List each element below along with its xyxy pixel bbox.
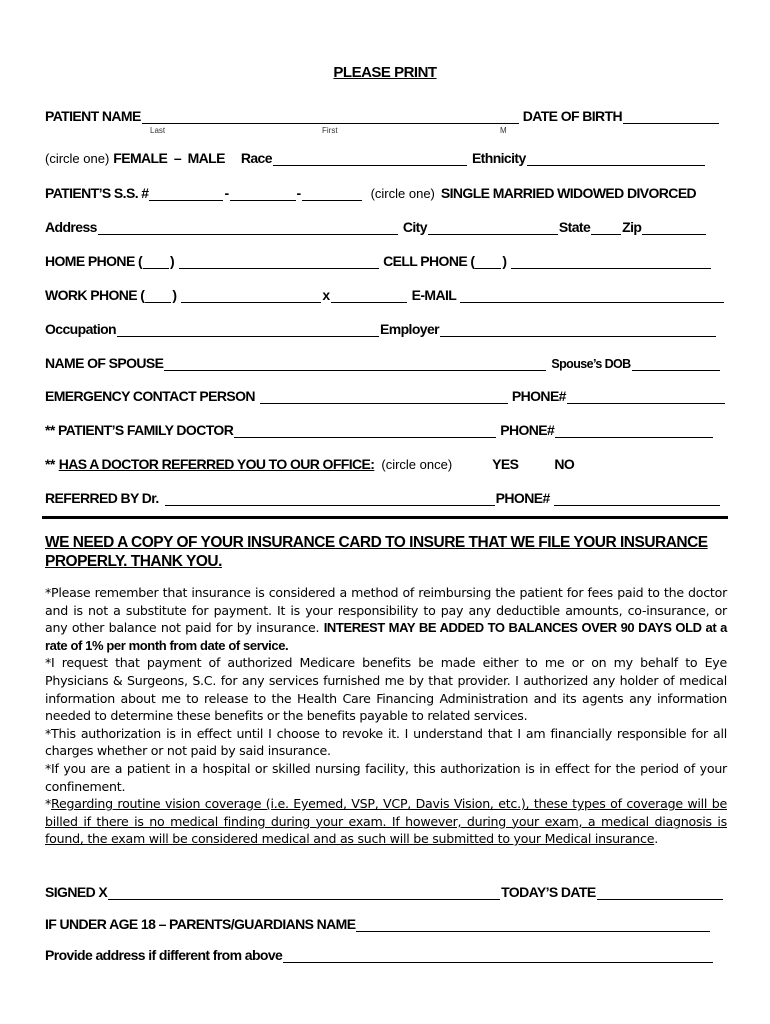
ext-label: x xyxy=(322,287,330,303)
gender-options[interactable]: FEMALE – MALE xyxy=(113,150,225,166)
family-doctor-label: ** PATIENT’S FAMILY DOCTOR xyxy=(45,422,234,438)
marital-options[interactable]: SINGLE MARRIED WIDOWED DIVORCED xyxy=(440,185,697,201)
occupation-field[interactable] xyxy=(117,324,379,337)
work-phone-label: WORK PHONE ( xyxy=(45,287,145,303)
cell-phone-label: CELL PHONE ( xyxy=(383,253,475,269)
referred-by-field[interactable] xyxy=(165,493,495,506)
home-area-field[interactable] xyxy=(143,256,169,269)
referred-by-row xyxy=(45,490,721,506)
work-phone-row: WORK PHONE ( ) x E-MAIL xyxy=(45,287,725,303)
todays-date-field[interactable] xyxy=(597,887,723,900)
emergency-phone-label: PHONE# xyxy=(511,388,566,404)
ext-field[interactable] xyxy=(331,290,407,303)
guardian-field[interactable] xyxy=(356,919,710,932)
gender-row xyxy=(45,150,706,166)
ethnicity-label: Ethnicity xyxy=(471,150,526,166)
ssn-label: PATIENT’S S.S. # xyxy=(45,185,149,201)
email-field[interactable] xyxy=(460,290,724,303)
paragraph-payment: *Please remember that insurance is considered a method of reimbursing the patient for fees paid to the doctor and is not a substitute for payment. It is your responsibility to pay any deductible amounts, co-insurance, or any other balance not paid for by insurance. INTEREST MAY BE ADDED TO BALANCES OVER 90 DAYS OLD at a rate of 1% per month from date of service. xyxy=(45,585,727,653)
referred-by-label: REFERRED BY Dr. xyxy=(45,490,159,506)
ssn-part1[interactable] xyxy=(149,188,223,201)
insurance-heading: WE NEED A COPY OF YOUR INSURANCE CARD TO INSURE THAT WE FILE YOUR INSURANCE PROPERLY. THANK YOU. xyxy=(45,534,708,570)
employer-label: Employer xyxy=(380,321,440,337)
email-label: E-MAIL xyxy=(411,287,457,303)
emergency-label: EMERGENCY CONTACT PERSON xyxy=(45,388,255,404)
referred-phone-label: PHONE# xyxy=(495,490,550,506)
home-phone-label: HOME PHONE ( xyxy=(45,253,143,269)
alt-address-row xyxy=(45,947,714,963)
authorization-text xyxy=(45,584,727,848)
emergency-row xyxy=(45,388,726,404)
work-area-field[interactable] xyxy=(145,290,171,303)
occupation-label: Occupation xyxy=(45,321,117,337)
address-field[interactable] xyxy=(98,222,398,235)
paragraph-revoke: *This authorization is in effect until I choose to revoke it. I understand that I am financially responsible for all charges whether or not paid by said insurance. xyxy=(45,725,727,759)
circle-one-note: (circle one) xyxy=(45,151,110,166)
family-doctor-field[interactable] xyxy=(234,425,496,438)
paragraph-vision: *Regarding routine vision coverage (i.e. Eyemed, VSP, VCP, Davis Vision, etc.), these types of coverage will be billed if there is no medical finding during your exam. If however, during your exam, a medical diagnosis is found, the exam will be considered medical and as such will be submitted to your Medical insurance. xyxy=(45,796,727,847)
referral-row: ** HAS A DOCTOR REFERRED YOU TO OUR OFFICE: (circle once) YES NO xyxy=(45,456,575,472)
cell-phone-field[interactable] xyxy=(511,256,711,269)
work-phone-field[interactable] xyxy=(181,290,321,303)
paragraph-hospital: *If you are a patient in a hospital or skilled nursing facility, this authorization is in effect for the period of your confinement. xyxy=(45,760,727,794)
occupation-row xyxy=(45,321,717,337)
spouse-label: NAME OF SPOUSE xyxy=(45,355,164,371)
referral-no[interactable]: NO xyxy=(554,456,575,472)
home-phone-row: HOME PHONE ( ) CELL PHONE ( ) xyxy=(45,253,712,269)
emergency-phone-field[interactable] xyxy=(567,391,725,404)
alt-address-label: Provide address if different from above xyxy=(45,947,283,963)
todays-date-label: TODAY’S DATE xyxy=(501,884,596,900)
ssn-row: PATIENT’S S.S. # - - (circle one) SINGLE MARRIED WIDOWED DIVORCED xyxy=(45,185,697,201)
referral-yes[interactable]: YES xyxy=(492,456,519,472)
ssn-part3[interactable] xyxy=(302,188,362,201)
family-doctor-phone-label: PHONE# xyxy=(500,422,555,438)
family-doctor-row xyxy=(45,422,714,438)
zip-field[interactable] xyxy=(642,222,706,235)
sub-last: Last xyxy=(150,126,166,135)
signature-row xyxy=(45,884,724,900)
home-phone-field[interactable] xyxy=(179,256,379,269)
signed-label: SIGNED X xyxy=(45,884,108,900)
race-label: Race xyxy=(240,150,272,166)
paragraph-medicare: *I request that payment of authorized Medicare benefits be made either to me or on my behalf to Eye Physicians & Surgeons, S.C. for any services furnished me by that provider. I authorized any holder of medical information about me to release to the Health Care Financing Administration and its agents any information needed to determine these benefits or the benefits payable to related services. xyxy=(45,655,727,724)
employer-field[interactable] xyxy=(440,324,716,337)
city-field[interactable] xyxy=(428,222,558,235)
patient-name-row xyxy=(45,108,720,124)
guardian-row xyxy=(45,916,711,932)
signature-field[interactable] xyxy=(108,887,500,900)
spouse-dob-field[interactable] xyxy=(632,358,720,371)
patient-name-field[interactable] xyxy=(142,111,519,124)
address-row xyxy=(45,219,707,235)
spouse-dob-label: Spouse’s DOB xyxy=(551,357,631,371)
family-doctor-phone-field[interactable] xyxy=(555,425,713,438)
city-label: City xyxy=(402,219,427,235)
zip-label: Zip xyxy=(622,219,642,235)
form-title: PLEASE PRINT xyxy=(333,64,437,81)
referral-question: HAS A DOCTOR REFERRED YOU TO OUR OFFICE: xyxy=(58,456,375,472)
dob-label: DATE OF BIRTH xyxy=(522,108,622,124)
alt-address-field[interactable] xyxy=(283,950,713,963)
guardian-label: IF UNDER AGE 18 – PARENTS/GUARDIANS NAME xyxy=(45,916,356,932)
state-field[interactable] xyxy=(591,222,621,235)
sub-m: M xyxy=(500,126,507,135)
ethnicity-field[interactable] xyxy=(527,153,705,166)
race-field[interactable] xyxy=(273,153,467,166)
referred-phone-field[interactable] xyxy=(554,493,720,506)
address-label: Address xyxy=(45,219,97,235)
dob-field[interactable] xyxy=(623,111,719,124)
spouse-field[interactable] xyxy=(164,358,546,371)
cell-area-field[interactable] xyxy=(475,256,501,269)
emergency-field[interactable] xyxy=(260,391,508,404)
section-divider xyxy=(42,516,728,519)
spouse-row xyxy=(45,355,721,371)
state-label: State xyxy=(558,219,591,235)
patient-name-label: PATIENT NAME xyxy=(45,108,141,124)
sub-first: First xyxy=(322,126,338,135)
ssn-part2[interactable] xyxy=(230,188,296,201)
marital-note: (circle one) xyxy=(370,186,435,201)
referral-circle-note: (circle once) xyxy=(381,457,453,472)
